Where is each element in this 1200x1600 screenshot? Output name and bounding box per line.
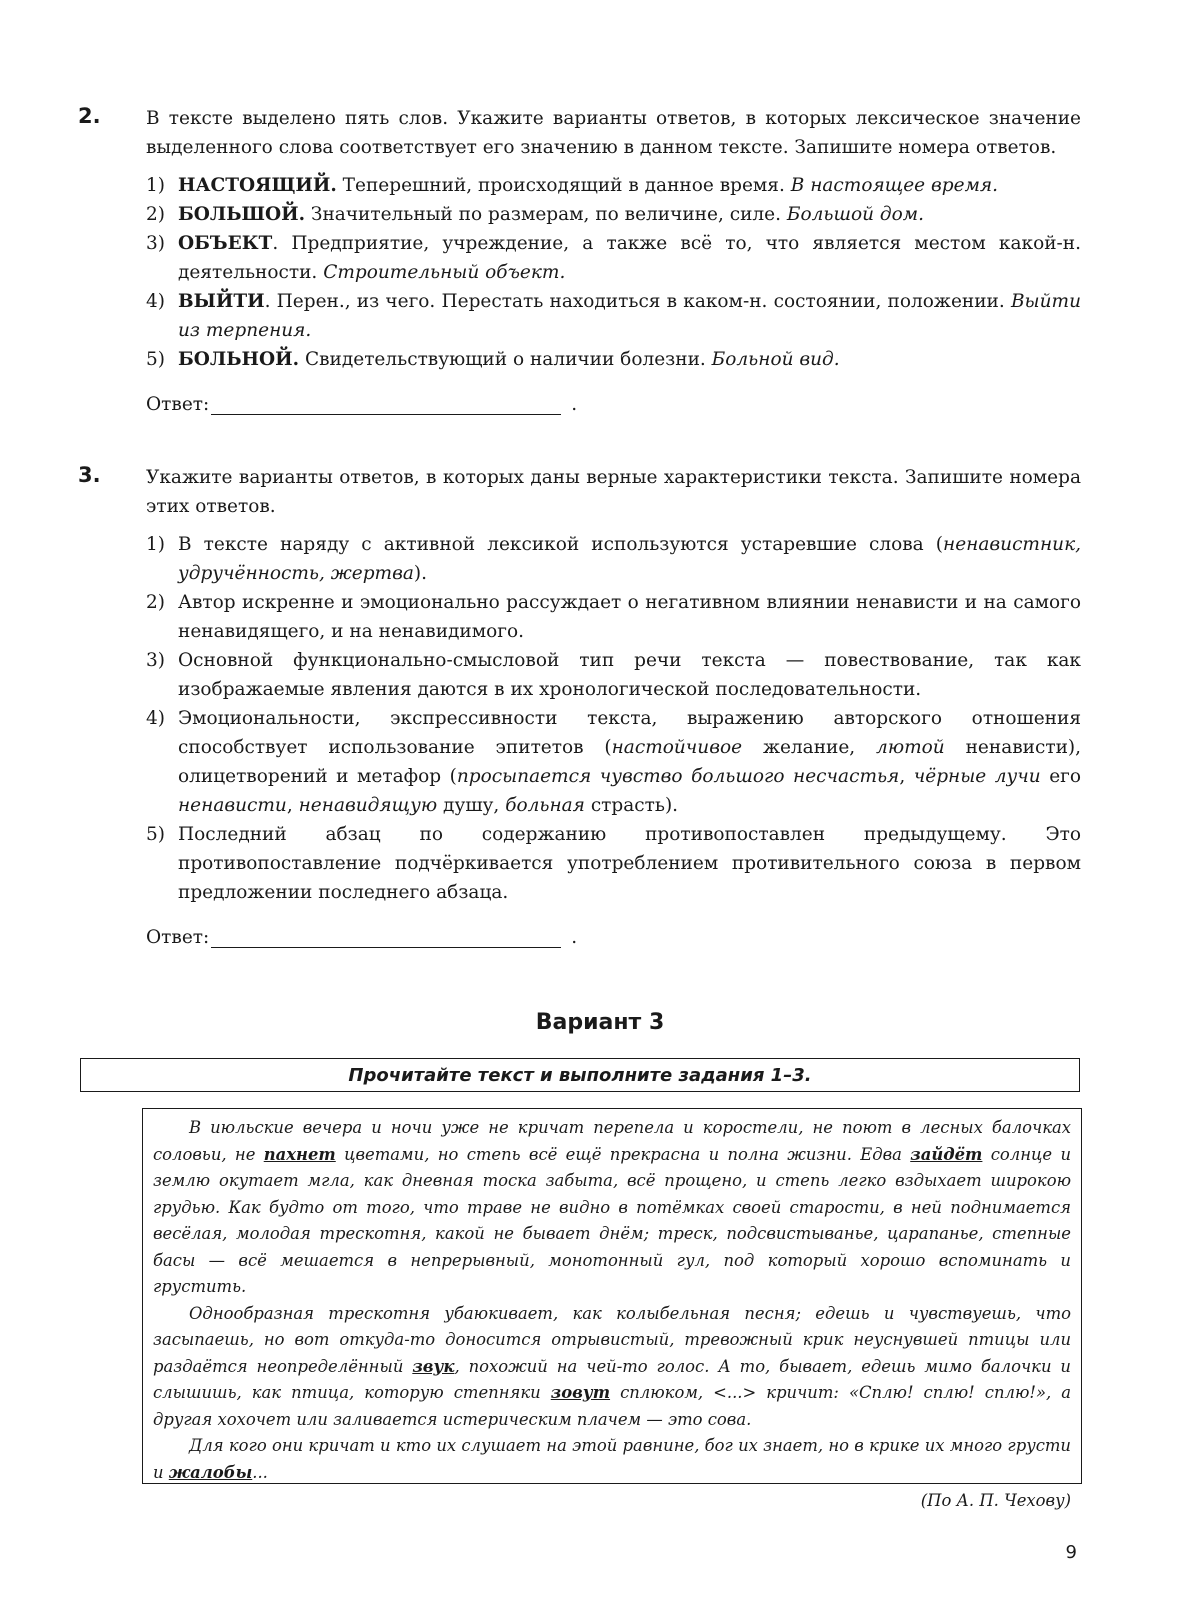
option-text-part: ненависти), олицетворений и метафор (	[178, 737, 1081, 787]
page-number: 9	[1065, 1542, 1077, 1563]
text-part: В июльские вечера и ночи уже не кричат перепела и коростели, не поют в лесных балочках соловьи, не	[153, 1118, 1071, 1164]
option-text	[178, 530, 1081, 588]
option-word: ВЫЙТИ	[178, 291, 265, 312]
option	[146, 646, 1081, 704]
option-example: В настоящее время.	[790, 175, 999, 196]
text-part: солнце и землю окутает мгла, как дневная тоска забыта, всё прощено, и степь легко вздыхает широкою грудью. Как будто от того, что траве не видно в потёмках своей старости, в ней поднимается весёлая, молодая трескотня, какой не бывает днём; треск, подсвистыванье, царапанье, степные басы — всё мешается в непрерывный, монотонный гул, под который хорошо вспоминать и грустить.	[153, 1144, 1072, 1296]
option-text-part: ,	[286, 795, 299, 816]
highlighted-word: пахнет	[263, 1144, 336, 1164]
option	[146, 229, 1081, 287]
task-body	[146, 104, 1081, 415]
answer-dot: .	[571, 394, 578, 415]
option-text	[178, 229, 1081, 287]
option	[146, 200, 1081, 229]
highlighted-word: зайдёт	[910, 1144, 983, 1164]
highlighted-word: жалобы	[168, 1462, 253, 1482]
option-italic-part: больная	[505, 795, 585, 816]
option-italic-part: лютой	[876, 737, 945, 758]
text-source: (По А. П. Чехову)	[920, 1491, 1071, 1510]
option-number: 4)	[146, 708, 165, 729]
option-word: НАСТОЯЩИЙ.	[178, 175, 337, 196]
option-italic-part: чёрные лучи	[913, 766, 1041, 787]
options-list	[146, 171, 1081, 374]
option-text	[178, 200, 1081, 229]
highlighted-word: зовут	[550, 1383, 611, 1402]
option-number: 4)	[146, 291, 165, 312]
option-definition: . Предприятие, учреждение, а также всё то, что является местом какой-н. деятельности.	[178, 233, 1081, 283]
answer-row	[146, 925, 1081, 948]
option	[146, 287, 1081, 345]
option-number: 1)	[146, 175, 165, 196]
option-word: ОБЪЕКТ	[178, 233, 273, 254]
option-text: Основной функционально-смысловой тип речи текста — повествование, так как изображаемые явления даются в их хронологической последовательности.	[178, 650, 1081, 700]
option	[146, 588, 1081, 646]
option-text: Автор искренне и эмоционально рассуждает о негативном влиянии ненависти и на самого ненавидящего, и на ненавидимого.	[178, 592, 1081, 642]
option-text-part: ).	[413, 563, 428, 584]
reading-paragraph	[153, 1115, 1071, 1301]
highlighted-word: звук	[412, 1356, 455, 1376]
option	[146, 171, 1081, 200]
option-text-part: В тексте наряду с активной лексикой используются устаревшие слова (	[178, 534, 944, 555]
option-italic-part: настойчивое	[611, 737, 743, 758]
option-example: Большой дом.	[786, 204, 924, 225]
option-number: 2)	[146, 592, 165, 613]
answer-input-line[interactable]	[211, 925, 561, 948]
variant-title: Вариант 3	[535, 1010, 665, 1035]
option-example: Выйти из терпения.	[178, 291, 1081, 341]
text-part: Однообразная трескотня убаюкивает, как колыбельная песня; едешь и чувствуешь, что засыпаешь, но вот откуда-то доносится отрывистый, тревожный крик неуснувшей птицы или раздаётся неопределённый	[153, 1303, 1071, 1376]
text-part: сплюком, <...> кричит: «Сплю! сплю! сплю!», а другая хохочет или заливается истерическим плачем — это сова.	[153, 1383, 1071, 1429]
text-part: цветами, но степь всё ещё прекрасна и полна жизни. Едва	[335, 1144, 911, 1164]
task-question: В тексте выделено пять слов. Укажите варианты ответов, в которых лексическое значение выделенного слова соответствует его значению в данном тексте. Запишите номера ответов.	[146, 108, 1081, 158]
option-italic-part: ненависти	[178, 795, 287, 816]
option-italic-part: просыпается чувство большого несчастья	[456, 766, 900, 787]
instruction-box	[80, 1058, 1080, 1092]
option-number: 3)	[146, 650, 165, 671]
option-definition: . Перен., из чего. Перестать находиться в каком-н. состоянии, положении.	[264, 291, 1011, 312]
answer-label: Ответ:	[146, 394, 210, 415]
option-number: 5)	[146, 824, 165, 845]
option-text	[178, 171, 1081, 200]
option-word: БОЛЬНОЙ.	[178, 349, 300, 370]
option-text-part: страсть).	[584, 795, 679, 816]
options-list	[146, 530, 1081, 907]
option-number: 2)	[146, 204, 165, 225]
text-part: , похожий на чей-то голос. А то, бывает, едешь мимо балочки и слышишь, как птица, которую степняки	[153, 1356, 1071, 1402]
option-text-part: душу,	[437, 795, 506, 816]
option	[146, 530, 1081, 588]
option-text-part: желание,	[742, 737, 877, 758]
option-definition: Значительный по размерам, по величине, силе.	[305, 204, 787, 225]
option-text	[178, 287, 1081, 345]
option	[146, 820, 1081, 907]
option-word: БОЛЬШОЙ.	[178, 204, 306, 225]
option-text	[178, 345, 1081, 374]
text-part: Для кого они кричат и кто их слушает на этой равнине, бог их знает, но в крике их много грусти и	[153, 1436, 1071, 1482]
option-text-part: его	[1040, 766, 1082, 787]
option	[146, 704, 1081, 820]
option-text-part: ,	[899, 766, 914, 787]
task-question: Укажите варианты ответов, в которых даны верные характеристики текста. Запишите номера этих ответов.	[146, 467, 1081, 517]
answer-row	[146, 392, 1081, 415]
reading-paragraph	[153, 1433, 1071, 1486]
option-text: Последний абзац по содержанию противопоставлен предыдущему. Это противопоставление подчёркивается употреблением противительного союза в первом предложении последнего абзаца.	[178, 824, 1081, 903]
option-italic-part: ненавидящую	[298, 795, 438, 816]
text-part: ...	[252, 1462, 268, 1482]
task-number: 2.	[78, 104, 101, 128]
answer-label: Ответ:	[146, 927, 210, 948]
option-example: Строительный объект.	[323, 262, 566, 283]
option-text-part: Эмоциональности, экспрессивности текста, выражению авторского отношения способствует использование эпитетов (	[178, 708, 1081, 758]
option-number: 1)	[146, 534, 165, 555]
option-text	[178, 704, 1081, 820]
task-number: 3.	[78, 463, 101, 487]
reading-text-box	[142, 1108, 1082, 1510]
answer-input-line[interactable]	[211, 392, 561, 415]
option-definition: Свидетельствующий о наличии болезни.	[299, 349, 712, 370]
option-definition: Теперешний, происходящий в данное время.	[336, 175, 791, 196]
option-number: 5)	[146, 349, 165, 370]
task-body	[146, 463, 1081, 948]
option	[146, 345, 1081, 374]
answer-dot: .	[571, 927, 578, 948]
option-example: Больной вид.	[711, 349, 840, 370]
option-number: 3)	[146, 233, 165, 254]
reading-paragraph	[153, 1301, 1071, 1434]
instruction-text: Прочитайте текст и выполните задания 1–3.	[348, 1064, 812, 1086]
option-italic-part: ненавистник, удручённость, жертва	[178, 534, 1081, 584]
